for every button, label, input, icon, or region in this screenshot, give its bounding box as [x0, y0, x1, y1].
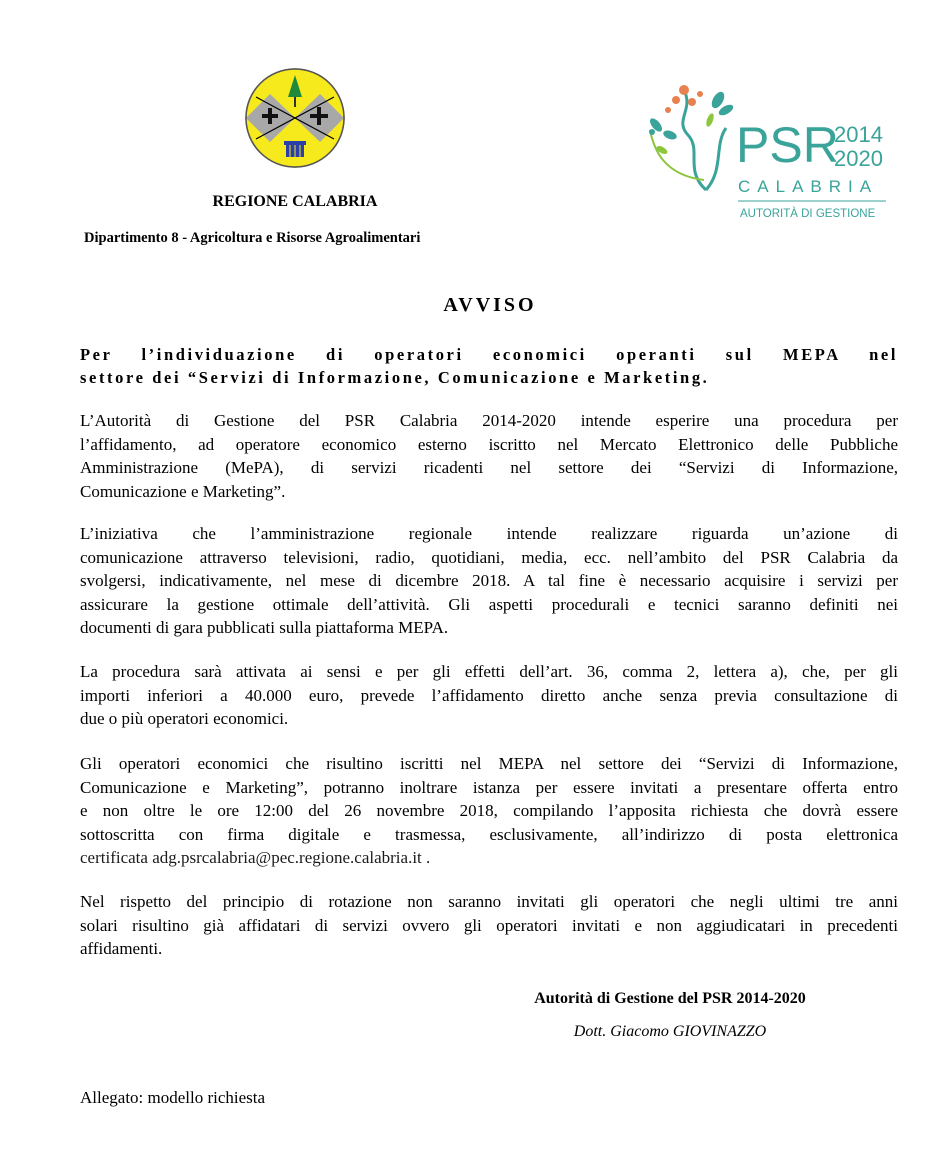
svg-text:2014: 2014 [834, 122, 883, 147]
text-line: importi inferiori a 40.000 euro, prevede l’affidamento diretto anche senza previa consultazione di [80, 685, 898, 705]
text-line: La procedura sarà attivata ai sensi e per gli effetti dell’art. 36, comma 2, lettera a), che, per gli [80, 662, 898, 681]
paragraph-5 [80, 890, 898, 961]
text-line: solari risultino già affidatari di servizi ovvero gli operatori invitati e non aggiudicatari in precedenti [80, 915, 898, 935]
svg-text:AUTORITÀ DI GESTIONE: AUTORITÀ DI GESTIONE [740, 208, 876, 220]
text-line: due o più operatori economici. [80, 709, 289, 728]
department-name: Dipartimento 8 - Agricoltura e Risorse Agroalimentari [84, 230, 421, 246]
email-line[interactable]: certificata adg.psrcalabria@pec.regione.calabria.it . [80, 848, 431, 867]
regione-calabria-seal-icon [244, 67, 346, 169]
text-line: L’iniziativa che l’amministrazione regionale intende realizzare riguarda un’azione di [80, 524, 898, 543]
svg-text:2020: 2020 [834, 146, 883, 171]
document-title: AVVISO [443, 294, 537, 316]
text-line: documenti di gara pubblicati sulla piattaforma MEPA. [80, 618, 449, 637]
document-subtitle [80, 343, 898, 389]
paragraph-4 [80, 752, 898, 870]
text-line: e non oltre le ore 12:00 del 26 novembre 2018, compilando l’apposita richiesta che dovrà essere [80, 801, 898, 820]
text-line: L’Autorità di Gestione del PSR Calabria 2014-2020 intende esperire una procedura per [80, 411, 898, 430]
text-line: sottoscritta con firma digitale e trasmessa, esclusivamente, all’indirizzo di posta elettronica [80, 824, 898, 844]
region-name: REGIONE CALABRIA [212, 193, 378, 210]
signature-office: Autorità di Gestione del PSR 2014-2020 [534, 990, 806, 1007]
text-line: Amministrazione (MePA), di servizi ricadenti nel settore dei “Servizi di Informazione, [80, 458, 898, 477]
paragraph-3 [80, 660, 898, 731]
text-line: comunicazione attraverso televisioni, radio, quotidiani, media, ecc. nell’ambito del PSR Calabria da [80, 547, 898, 567]
text-line: Comunicazione e Marketing”. [80, 481, 286, 501]
text-line: l’affidamento, ad operatore economico esterno iscritto nel Mercato Elettronico delle Pubbliche [80, 434, 898, 454]
paragraph-2 [80, 522, 898, 640]
text-line: Comunicazione e Marketing”, potranno inoltrare istanza per essere invitati a presentare offerta entro [80, 777, 898, 797]
svg-text:PSR: PSR [736, 117, 839, 173]
text-line: Nel rispetto del principio di rotazione non saranno invitati gli operatori che negli ultimi tre anni [80, 892, 898, 911]
psr-calabria-logo-icon [644, 80, 894, 224]
attachment-note: Allegato: modello richiesta [80, 1088, 266, 1107]
text-line: assicurare la gestione ottimale dell’attività. Gli aspetti procedurali e tecnici saranno definiti nei [80, 594, 898, 614]
subtitle-line: Per l’individuazione di operatori economici operanti sul MEPA nel [80, 345, 898, 364]
text-line: affidamenti. [80, 939, 163, 958]
signature-name: Dott. Giacomo GIOVINAZZO [573, 1023, 767, 1040]
paragraph-1 [80, 409, 898, 503]
text-line: svolgersi, indicativamente, nel mese di dicembre 2018. A tal fine è necessario acquisire i servizi per [80, 571, 898, 590]
svg-text:CALABRIA: CALABRIA [738, 177, 879, 196]
text-line: Gli operatori economici che risultino iscritti nel MEPA nel settore dei “Servizi di Informazione, [80, 754, 898, 773]
subtitle-line: settore dei “Servizi di Informazione, Comunicazione e Marketing. [80, 368, 710, 387]
